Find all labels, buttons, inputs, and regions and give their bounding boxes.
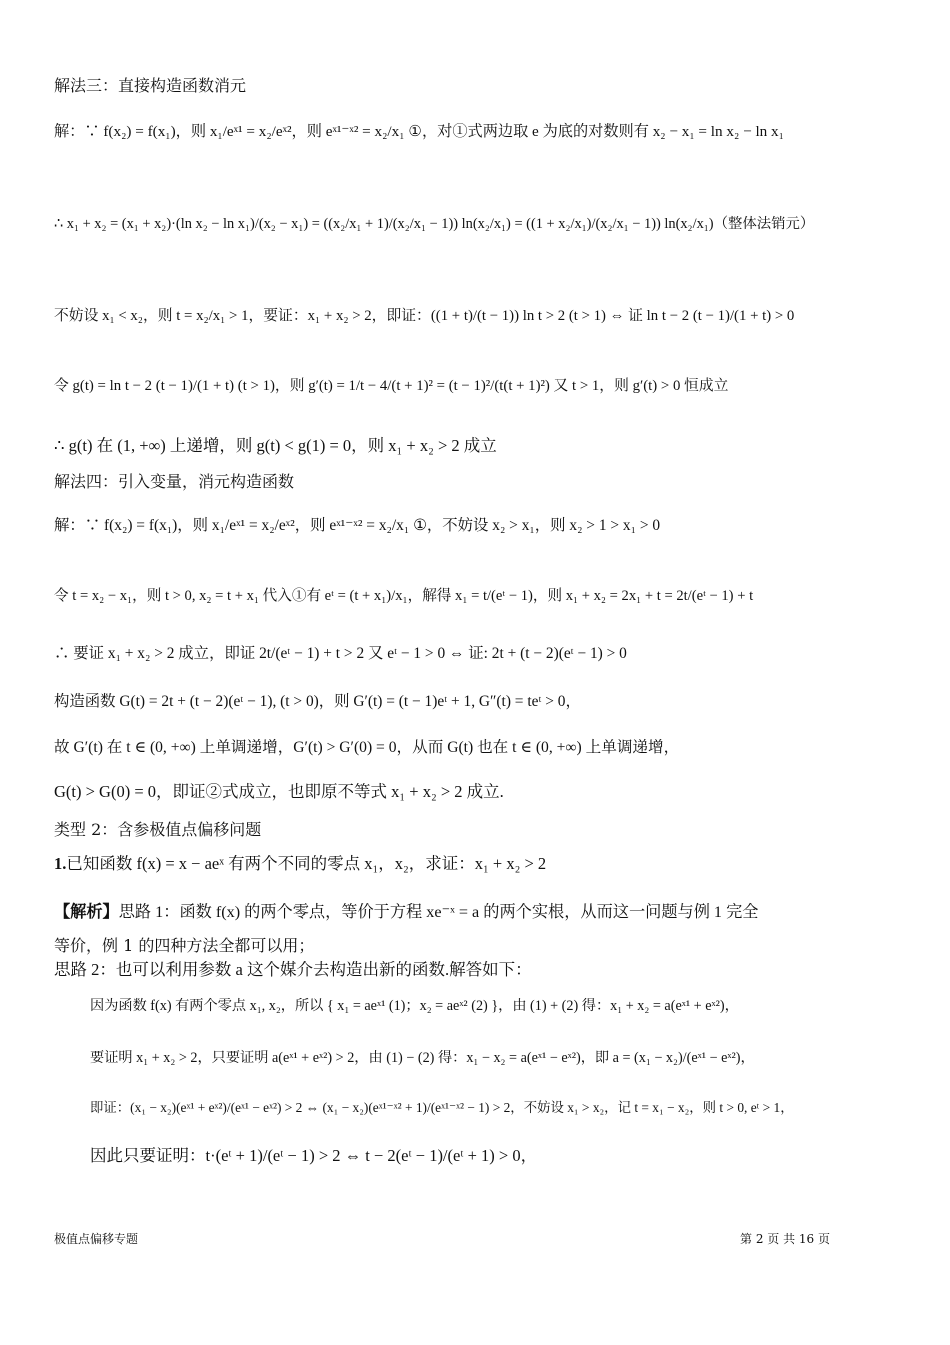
solution-line: 故 G′(t) 在 t ∈ (0, +∞) 上单调递增，G′(t) > G′(0) = 0，从而 G(t) 也在 t ∈ (0, +∞) 上单调递增， [54,739,680,756]
solution-line: 不妨设 x₁ < x₂，则 t = x₂/x₁ > 1，要证：x₁ + x₂ > 2，即证：((1 + t)/(t − 1)) ln t > 2 (t > 1) ⇔ 证 ln t − 2 (t − 1)/(1 + t) > 0 [54,308,795,324]
solution-line: ∴ g(t) 在 (1, +∞) 上递增，则 g(t) < g(1) = 0，则 x₁ + x₂ > 2 成立 [54,436,497,455]
solution-line: 令 g(t) = ln t − 2 (t − 1)/(1 + t) (t > 1)，则 g′(t) = 1/t − 4/(t + 1)² = (t − 1)²/(t(t + 1)²) 又 t > 1，则 g′(t) > 0 恒成立 [54,378,729,394]
solution-line: 令 t = x₂ − x₁，则 t > 0, x₂ = t + x₁ 代入①有 eᵗ = (t + x₁)/x₁，解得 x₁ = t/(eᵗ − 1)，则 x₁ + x₂ = 2x₁ + t = 2t/(eᵗ − 1) + t [54,588,754,604]
solution-line: ∴ 要证 x₁ + x₂ > 2 成立，即证 2t/(eᵗ − 1) + t > 2 又 eᵗ − 1 > 0 ⇔ 证: 2t + (t − 2)(eᵗ − 1) > 0 [54,645,627,662]
solution-line: 因为函数 f(x) 有两个零点 x₁, x₂，所以 { x₁ = aeˣ¹ (1)；x₂ = aeˣ² (2) }，由 (1) + (2) 得：x₁ + x₂ = a(eˣ¹ + eˣ²)， [90,998,739,1014]
solution-line: 解：∵ f(x₂) = f(x₁)，则 x₁/eˣ¹ = x₂/eˣ²，则 eˣ¹⁻ˣ² = x₂/x₁ ①，不妨设 x₂ > x₁，则 x₂ > 1 > x₁ > 0 [54,517,661,534]
footer-title: 极值点偏移专题 [54,1232,139,1246]
analysis-line: 思路 2：也可以利用参数 a 这个媒介去构造出新的函数.解答如下： [54,960,532,979]
problem-text: 已知函数 f(x) = x − aeˣ 有两个不同的零点 x₁，x₂，求证：x₁ + x₂ > 2 [66,854,547,873]
analysis-line [54,902,758,922]
page-number: 第 2 页 共 16 页 [740,1232,830,1246]
solution-line: 解：∵ f(x₂) = f(x₁)，则 x₁/eˣ¹ = x₂/eˣ²，则 eˣ¹⁻ˣ² = x₂/x₁ ①，对①式两边取 e 为底的对数则有 x₂ − x₁ = ln x₂ − ln x₁ [54,123,784,140]
solution-line: ∴ x₁ + x₂ = (x₁ + x₂)·(ln x₂ − ln x₁)/(x₂ − x₁) = ((x₂/x₁ + 1)/(x₂/x₁ − 1)) ln(x₂/x₁) = ((1 + x₂/x₁)/(x₂/x₁ − 1)) ln(x₂/x₁)（整体法销元） [54,216,815,232]
solution-line: 要证明 x₁ + x₂ > 2，只要证明 a(eˣ¹ + eˣ²) > 2，由 (1) − (2) 得：x₁ − x₂ = a(eˣ¹ − eˣ²)，即 a = (x₁ − x₂)/(eˣ¹ − eˣ²)， [90,1050,755,1066]
solution-line: 构造函数 G(t) = 2t + (t − 2)(eᵗ − 1), (t > 0)，则 G′(t) = (t − 1)eᵗ + 1, G″(t) = teᵗ > 0， [54,693,581,710]
solution-line: G(t) > G(0) = 0，即证②式成立，也即原不等式 x₁ + x₂ > 2 成立. [54,782,504,801]
heading-type-two: 类型 2：含参极值点偏移问题 [54,820,262,839]
solution-line: 因此只要证明：t·(eᵗ + 1)/(eᵗ − 1) > 2 ⇔ t − 2(eᵗ − 1)/(eᵗ + 1) > 0， [90,1146,538,1165]
analysis-text: 思路 1：函数 f(x) 的两个零点，等价于方程 xe⁻ˣ = a 的两个实根，从而这一问题与例 1 完全 [118,903,759,921]
heading-method-three: 解法三：直接构造函数消元 [54,76,247,95]
analysis-line: 等价，例 1 的四种方法全都可以用； [54,936,315,955]
solution-line: 即证：(x₁ − x₂)(eˣ¹ + eˣ²)/(eˣ¹ − eˣ²) > 2 ⇔ (x₁ − x₂)(eˣ¹⁻ˣ² + 1)/(eˣ¹⁻ˣ² − 1) > 2，不妨设 x₁ > x₂，记 t = x₁ − x₂，则 t > 0, eᵗ > 1， [90,1100,794,1115]
heading-method-four: 解法四：引入变量，消元构造函数 [54,472,295,491]
analysis-label: 【解析】 [54,903,119,921]
problem-number: 1. [54,854,67,873]
problem-statement [54,854,546,874]
